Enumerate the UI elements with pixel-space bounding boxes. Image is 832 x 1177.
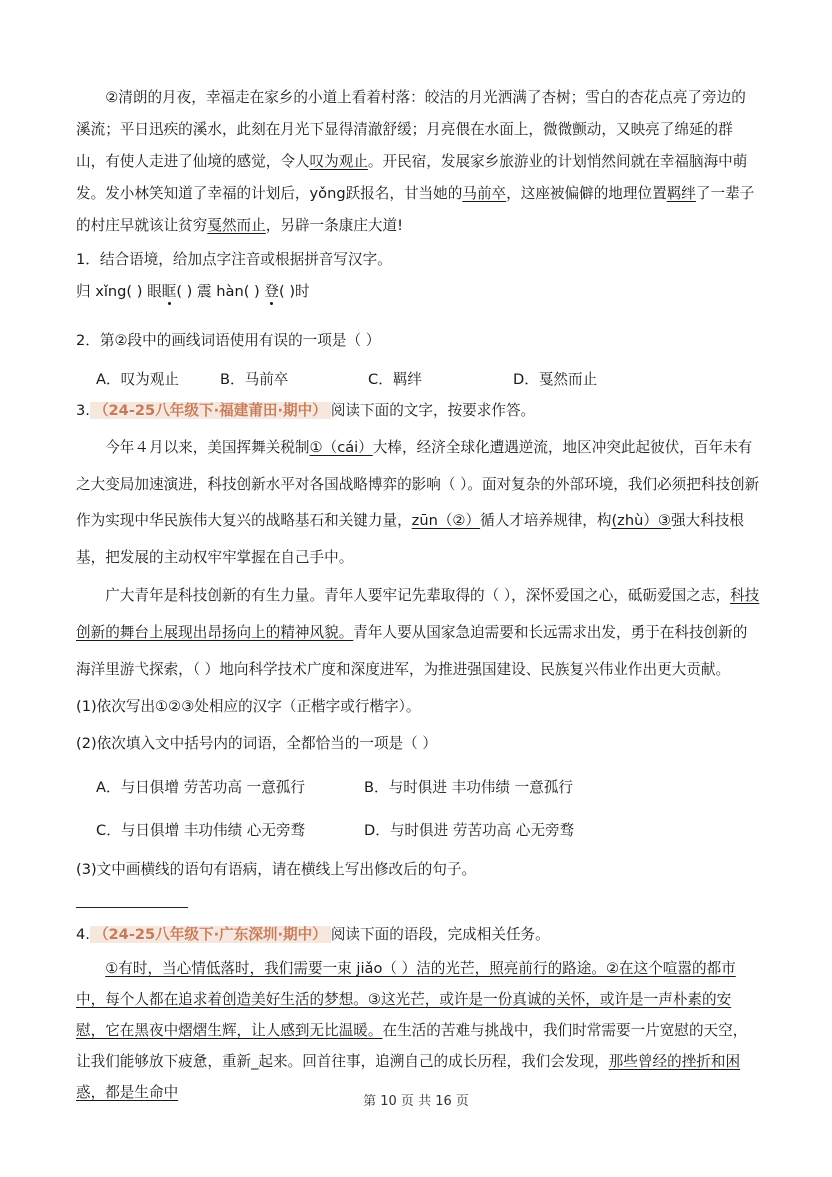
- option-b: B．与时俱进 丰功伟绩 一意孤行: [364, 779, 574, 796]
- question-2-options: [96, 365, 597, 395]
- q3-subquestion-3: (3)文中画横线的语句有语病，请在横线上写出修改后的句子。: [76, 861, 477, 878]
- question-4-header: [76, 920, 550, 950]
- source-tag: （24-25八年级下·福建莆田·期中）: [90, 402, 331, 419]
- underlined-phrase-4: 戛然而止: [207, 217, 266, 234]
- passage-text: 在生活的苦难与挑战中，我们时常需要一片宽慰的天空，让我们能够放下疲惫，重新_起来。回首往事，追溯自己的成长历程，我们会发现，: [76, 1022, 748, 1070]
- passage-text: 青年人要从国家急迫需要和长远需求出发，勇于在科技创新的海洋里游弋探索，（ ）地向科学技术广度和深度进军，为推进强国建设、民族复兴伟业作出更大贡献。: [76, 624, 748, 678]
- passage-text: ，另辟一条康庄大道!: [265, 217, 403, 234]
- option-a: A．与日俱增 劳苦功高 一意孤行: [96, 779, 305, 796]
- option-c: C．羁绊: [368, 371, 422, 388]
- question-number: 4.: [76, 926, 90, 943]
- blank-1: ①（cái）: [309, 439, 373, 456]
- passage-text: ②清朗的月夜，幸福走在家乡的小道上看着村落：皎洁的月光洒满了杏树；雪白的杏花点亮了旁边的溪流；平日迅疾的溪水，此刻在月光下显得清澈舒缓；月亮偎在水面上，微微颤动，又映亮了绵延的群山，有使人走进了仙境的感觉，令人: [76, 89, 746, 170]
- q3-options-row-1: [96, 773, 573, 803]
- option-a: A．叹为观止: [96, 371, 179, 388]
- passage-text: 大棒，经济全球化遭遇逆流，地区冲突此起彼伏，百年未有之大变局加速演进，科技创新水平对各国战略博弈的影响（ ）。面对复杂的外部环境，我们必须把科技创新作为实现中华民族伟大复兴的战略基石和关键力量，: [76, 439, 760, 529]
- item-text: 震 hàn(: [197, 283, 250, 300]
- blank-2: zūn（②）: [411, 512, 481, 529]
- item-text: ): [132, 283, 148, 300]
- question-2: 2．第②段中的画线词语使用有误的一项是（ ）: [76, 332, 381, 349]
- underlined-sentences: ①有时，当心情低落时，我们需要一束 jiǎo（ ）洁的光芒，照亮前行的路途。②在这个喧嚣的都市中，每个人都在追求着创造美好生活的梦想。③这光芒，或许是一份真诚的关怀，或许是一声朴素的安慰，它在黑夜中熠熠生辉，让人感到无比温暖。: [76, 960, 736, 1039]
- passage-text: ，这座被偏僻的地理位置: [506, 185, 667, 202]
- question-number: 3.: [76, 402, 90, 419]
- question-1-items: [76, 277, 310, 307]
- q3-options-row-2: [96, 816, 574, 846]
- passage-paragraph-2: [76, 82, 760, 242]
- passage-text: 今年４月以来，美国挥舞关税制: [105, 439, 310, 456]
- underlined-phrase-1: 叹为观止: [309, 153, 368, 170]
- item-text: ( )时: [278, 283, 310, 300]
- item-text: ( ): [176, 283, 198, 300]
- option-d: D．与时俱进 劳苦功高 心无旁骛: [364, 822, 575, 839]
- q3-paragraph-2: [76, 577, 760, 688]
- q3-paragraph-1: [76, 430, 760, 576]
- question-instruction: 阅读下面的文字，按要求作答。: [330, 402, 536, 419]
- passage-text: 。开民宿，发展家乡旅游业的计划悄然间就在幸福脑海中萌发。发小林笑知道了幸福的计划后，yǒng跃报名，甘当她的: [76, 153, 748, 202]
- source-tag: （24-25八年级下·广东深圳·期中）: [90, 926, 331, 943]
- q4-paragraph: [76, 953, 760, 1108]
- question-instruction: 阅读下面的语段，完成相关任务。: [330, 926, 550, 943]
- answer-line: [76, 907, 188, 908]
- underlined-phrase-2: 马前卒: [462, 185, 507, 202]
- passage-text: 循人才培养规律，构: [480, 512, 612, 529]
- question-1: 1．结合语境，给加点字注音或根据拼音写汉字。: [76, 251, 392, 268]
- underlined-phrase-3: 羁绊: [666, 185, 696, 202]
- q3-subquestion-2: (2)依次填入文中括号内的词语，全都恰当的一项是（ ）: [76, 735, 437, 752]
- option-d: D．戛然而止: [513, 371, 598, 388]
- passage-text: 了一辈子的村庄早就该让贫穷: [76, 185, 755, 234]
- q3-subquestion-1: (1)依次写出①②③处相应的汉字（正楷字或行楷字）。: [76, 698, 421, 715]
- dotted-character: 登: [264, 283, 279, 300]
- blank-3: (zhù）③: [611, 512, 671, 529]
- underlined-sentence: 科技创新的舞台上展现出昂扬向上的精神风貌。: [76, 587, 760, 641]
- item-text: 归 xǐng(: [76, 283, 133, 300]
- option-c: C．与日俱增 丰功伟绩 心无旁骛: [96, 822, 306, 839]
- option-b: B．马前卒: [220, 371, 289, 388]
- item-text: 眼: [147, 283, 162, 300]
- question-3-header: [76, 396, 535, 426]
- underlined-phrase: 那些曾经的挫折和困惑，都是生命中: [76, 1053, 741, 1101]
- passage-text: 广大青年是科技创新的有生力量。青年人要牢记先辈取得的（ ），深怀爱国之心，砥砺爱国之志，: [105, 587, 731, 604]
- passage-text: 强大科技根基，把发展的主动权牢牢掌握在自己手中。: [76, 512, 744, 566]
- page-footer: 第 10 页 共 16 页: [363, 1094, 469, 1109]
- dotted-character: 眶: [161, 283, 177, 300]
- item-text: ): [249, 283, 265, 300]
